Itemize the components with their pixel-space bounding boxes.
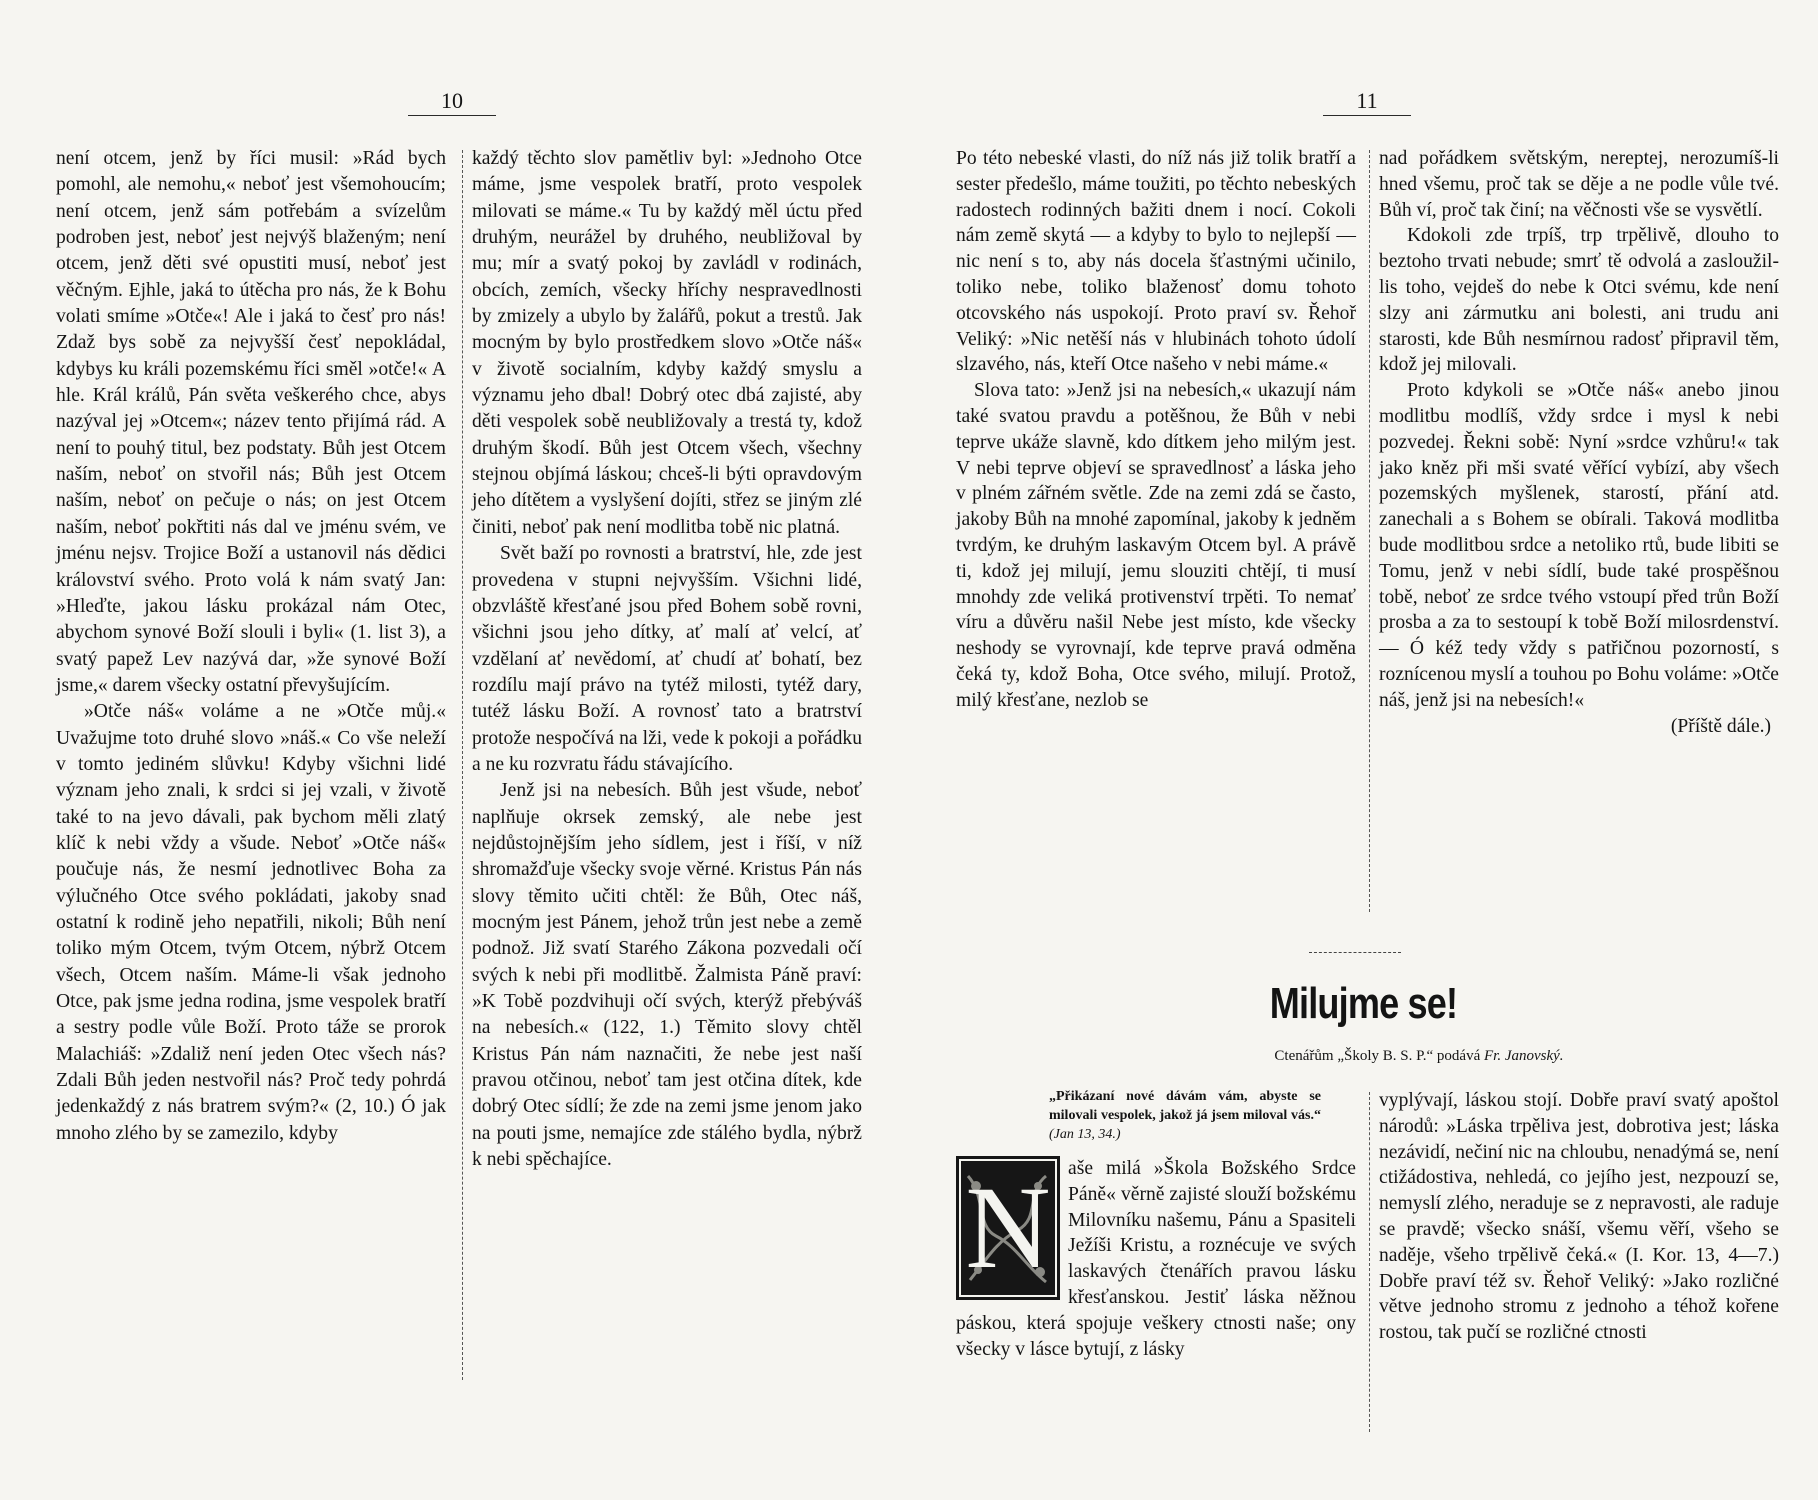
motto-text: „Přikázaní nové dávám vám, abyste se milovali vespolek, jakož já jsem miloval vás.“ (1049, 1089, 1321, 1123)
paragraph: nad pořádkem světským, nereptej, nerozumíš-li hned všemu, proč tak se děje a ne podle vůle tvé. Bůh ví, proč tak činí; na věčnosti vše se vysvětlí. (1379, 148, 1779, 221)
right-page (909, 0, 1818, 1500)
initial-letter: N (965, 1162, 1051, 1293)
column-divider (1369, 150, 1370, 912)
paragraph: vyplývají, láskou stojí. Dobře praví svatý apoštol národů: »Láska trpěliva jest, dobrotiva jest; láska nezávidí, nečiní nic na chloubu, nenadýmá se, není ctižádostiva, nehledá, co jejího jest, nezpouzí se, nemyslí zlého, neraduje se z nepravosti, ale raduje se pravdě; všecko snáší, všemu věří, všeho se naděje, všeho trpělivě čeká.« (I. Kor. 13, 4—7.) Dobře praví též sv. Řehoř Veliký: »Jako rozličné větve jednoho stromu z jednoho a téhož kořene rostou, tak pučí se rozličné ctnosti (1379, 1090, 1779, 1344)
paragraph: Proto kdykoli se »Otče náš« anebo jinou modlitbu modlíš, vždy srdce i mysl k nebi pozvedej. Řekni sobě: Nyní »srdce vzhůru!« tak jako kněz při mši svaté věřící vybízí, aby všech pozemských myšlenek, starostí, přání atd. zanechali a s Bohem se obírali. Taková modlitba bude modlitbou srdce a netoliko rtů, bude libiti se Tomu, jenž v nebi sídlí, bude také prospěšnou tobě, neboť ze srdce tvého vstoupí před trůn Boží prosba a za to sestoupí k tobě Boží milosrdenství. — Ó kéž tedy vždy s patřičnou pozorností, s roznícenou myslí a touhou po Bohu voláme: »Otče náš, jenž jsi na nebesích!« (1379, 380, 1779, 711)
paragraph: Slova tato: »Jenž jsi na nebesích,« ukazují nám také svatou pravdu a potěšnou, že Bůh v nebi teprve ukáže slavně, kdo dítkem jeho milým jest. V nebi teprve objeví se spravedlnosť a láska jeho v plném zářném světle. Zde na zemi zdá se často, jakoby Bůh na mnohé zapomínal, jakoby k jedněm tvrdým, ke druhým laskavým Otcem byl. A právě ti, kdož jej milují, jemu slouziti chtějí, ti musí mnohdy zde veliká protivenství trpěti. To nemať víru a důvěru našil Nebe jest místo, kde všecky neshody se vyrovnají, kde teprve pravá odměna čeká ty, kdož Boha, Otce svého, milují. Protož, milý křesťane, nezlob se (956, 380, 1356, 711)
article-column-1 (956, 1156, 1356, 1362)
byline-author: Fr. Janovský. (1484, 1048, 1564, 1064)
motto-reference: (Jan 13, 34.) (1049, 1127, 1121, 1142)
page-number: 11 (1356, 88, 1378, 113)
continued-note: (Příště dále.) (1670, 715, 1771, 737)
paragraph: »Otče náš« voláme a ne »Otče můj.« Uvažujme toto druhé slovo »náš.« Co vše neleží v tomto jediném slůvku! Kdyby všichni lidé význam jeho znali, k srdci si jej vzali, v životě také to na jevo dávali, pak bychom měli zlatý klíč k nebi vždy a všude. Neboť »Otče náš« poučuje nás, že nesmí jednotlivec Boha za výlučného Otce svého pokládati, jakoby snad ostatní k rodině jeho nepatřili, nikoli; Bůh není toliko mým Otcem, tvým Otcem, nýbrž Otcem všech, Otcem naším. Máme-li však jednoho Otce, pak jsme jedna rodina, jsme vespolek bratří a sestry podle vůle Boží. Proto táže se prorok Malachiáš: »Zdaliž není jeden Otec všech nás? Zdali Bůh jeden nestvořil nás? Proč tedy pohrdá jedenkaždý z nás bratrem svým?« (2, 10.) Ó jak mnoho zlého by se zamezilo, kdyby (56, 701, 446, 1144)
ornamental-initial (956, 1156, 1060, 1300)
byline-prefix: Ctenářům „Školy B. S. P.“ podává (1274, 1048, 1481, 1064)
paragraph: aše milá »Škola Božského Srdce Páně« věrně zajisté slouží božskému Milovníku našemu, Pánu a Spasiteli Ježíši Kristu, a roznécuje ve svých laskavých čtenářích pravou lásku křesťanskou. Jestiť láska něžnou páskou, která spojuje veškery ctnosti naše; ony všecky v lásce bytují, z lásky (956, 1158, 1356, 1360)
page-number-rule (1323, 115, 1411, 116)
section-separator (1309, 952, 1401, 953)
paragraph: každý těchto slov pamětliv byl: »Jednoho Otce máme, jsme vespolek bratří, proto vespolek milovati se máme.« Tu by každý měl úctu před druhým, neurážel by druhého, neubližoval by mu; mír a svatý pokoj by zavládl v rodinách, obcích, zemích, všecky hříchy nespravedlnosti by zmizely a ubylo by žalářů, pokut a trestů. Jak mocným by bylo prostředkem slovo »Otče náš« v životě socialním, kdyby každý smyslu a významu jeho dbal! Dobrý otec dbá zajisté, aby děti vespolek sobě neubližovaly a trestá ty, kdož druhým škodí. Bůh jest Otcem všech, všechny stejnou objímá láskou; chceš-li býti opravdovým jeho dítětem a vyslyšení dojíti, střez se jiným zlé činiti, neboť pak není modlitba tobě nic platná. (472, 148, 862, 538)
paragraph: Svět baží po rovnosti a bratrství, hle, zde jest provedena v stupni nejvyšším. Všichni lidé, obzvláště křesťané jsou před Bohem sobě rovni, všichni jsou jeho dítky, ať malí ať velcí, ať vzdělaní ať nevědomí, ať chudí ať bohatí, bez rozdílu mají právo na tytéž milosti, tytéž dary, tutéž lásku Boží. A rovnosť tato a bratrství protože nespočívá na lži, vede k pokoji a pořádku a ne ku rozvratu řádu stávajícího. (472, 543, 862, 775)
paragraph: Po této nebeské vlasti, do níž nás již tolik bratří a sester předešlo, máme toužiti, po těchto nebeských radostech rodinných bažiti dnem i nocí. Cokoli nám země skytá — a kdyby to bylo to nejlepší — nic není s to, aby nás docela šťastnými učinilo, toliko nebe, toliko blaženosť domu tohoto otcovského nás uspokojí. Proto praví sv. Řehoř Veliký: »Nic netěší nás v hlubinách tohoto údolí slzavého, nás, kteří Otce našeho v nebi máme.« (956, 148, 1356, 376)
paragraph: Kdokoli zde trpíš, trp trpělivě, dlouho to beztoho trvati nebude; smrť tě odvolá a zasloužil-lis toho, vejdeš do nebe k Otci svému, kde není slzy ani zármutku ani bolesti, ani trudu ani starosti, kde Bůh nesmírnou radosť připravil těm, kdož jej milovali. (1379, 225, 1779, 376)
left-column-1 (56, 146, 446, 1147)
page-number: 10 (441, 88, 463, 113)
paragraph: Jenž jsi na nebesích. Bůh jest všude, neboť naplňuje okrsek zemský, ale nebe jest nejdůstojnějším jeho sídlem, jest i říší, v níž shromažďuje všecky svoje věrné. Kristus Pán nás slovy těmito učiti chtěl: že Bůh, Otec náš, mocným jest Pánem, jehož trůn jest nebe a země podnož. Již svatí Starého Zákona pozvedali očí svých k nebi při modlitbě. Žalmista Páně praví: »K Tobě pozdvihuji očí svých, kterýž přebýváš na nebesích.« (122, 1.) Těmito slovy chtěl Kristus Pán nám naznačiti, že nebe jest naší pravou otčinou, neboť tam jest otčina dítek, kde dobrý Otec sídlí; že zde na zemi jsme jenom jako na pouti jsme, nemajíce zde stálého bydla, nýbrž k nebi spěchajíce. (472, 780, 862, 1171)
page-number-rule (408, 115, 496, 116)
article-byline (1139, 1046, 1699, 1066)
article-column-2 (1379, 1088, 1779, 1346)
left-column-2 (472, 146, 862, 1173)
right-column-2 (1379, 146, 1779, 739)
article-motto (1049, 1087, 1321, 1144)
paragraph: není otcem, jenž by říci musil: »Rád bych pomohl, ale nemohu,« neboť jest všemohoucím; není otcem, jenž sám potřebám a svízelům podroben jest, neboť jest nejvýš blaženým; není otcem, jenž děti své opustiti musí, neboť jest věčným. Ejhle, jaká to útěcha pro nás, že k Bohu volati smíme »Otče«! Ale i jaká to česť pro nás! Zdaž bys sobě za nejvyšší česť nepokládal, kdybys ku králi pozemskému říci směl »otče!« A hle. Král králů, Pán světa veškerého chce, abys nazýval jej »Otcem«; název tento přijímá rád. A není to pouhý titul, bez podstaty. Bůh jest Otcem naším, neboť on stvořil nás; Bůh jest Otcem naším, neboť on pečuje o nás; on jest Otcem naším, neboť pokřtiti nás dal ve jménu svém, ve jménu nejsv. Trojice Boží a ustanovil nás dědici království svého. Proto volá k nám svatý Jan: »Hleďte, jakou lásku prokázal nám Otec, abychom synové Boží slouli i byli« (1. list 3), a svatý papež Lev nazývá dar, »že synové Boží jsme,« darem všecky ostatní převyšujícím. (56, 148, 446, 696)
column-divider (1369, 1092, 1370, 1432)
column-divider (462, 150, 463, 1380)
article-title: Milujme se! (1269, 979, 1458, 1028)
right-column-1 (956, 146, 1356, 714)
